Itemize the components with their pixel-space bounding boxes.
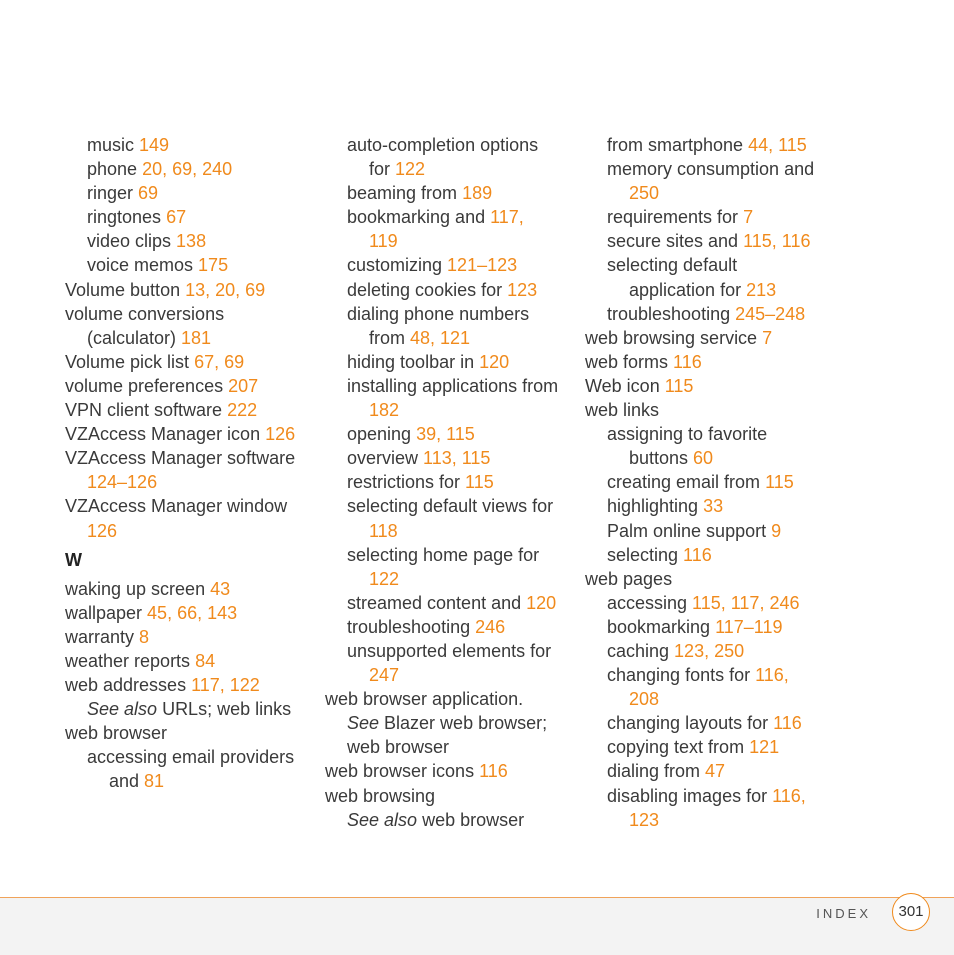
index-subentry xyxy=(585,615,835,639)
entry-text: waking up screen xyxy=(65,578,211,599)
page-number-badge: 301 xyxy=(892,893,930,931)
page-reference[interactable]: 116, xyxy=(772,785,806,806)
index-entry xyxy=(325,687,575,711)
page-reference[interactable]: 121 xyxy=(749,737,780,758)
entry-text: video clips xyxy=(87,231,177,252)
entry-text: web links xyxy=(585,400,660,421)
entry-text: web forms xyxy=(585,351,674,372)
entry-text: unsupported elements for xyxy=(347,640,552,661)
index-subentry xyxy=(585,759,835,783)
footer-bar xyxy=(0,897,954,955)
page-reference[interactable]: 115 xyxy=(465,472,494,493)
entry-text: requirements for xyxy=(607,207,744,228)
page-reference[interactable]: 33 xyxy=(703,496,724,517)
index-subentry xyxy=(585,302,835,326)
index-column-3 xyxy=(585,133,835,832)
index-subentry xyxy=(585,278,835,302)
index-subentry xyxy=(585,808,835,832)
index-subentry xyxy=(325,446,575,470)
entry-text: highlighting xyxy=(607,496,704,517)
index-entry xyxy=(585,350,835,374)
page-reference[interactable]: 189 xyxy=(462,183,493,204)
entry-text: from smartphone xyxy=(607,135,749,155)
entry-text: restrictions for xyxy=(347,472,466,493)
page-reference[interactable]: 123, 250 xyxy=(674,640,745,661)
page-reference[interactable]: 208 xyxy=(629,689,660,710)
index-subentry xyxy=(585,133,835,157)
page-reference[interactable]: 115 xyxy=(765,472,794,493)
entry-text: accessing email providers xyxy=(87,747,295,768)
page-reference[interactable]: 116 xyxy=(773,713,802,734)
index-subentry xyxy=(325,663,575,687)
index-letter-heading: W xyxy=(65,549,82,570)
entry-text: selecting default xyxy=(607,255,738,276)
index-entry xyxy=(65,302,315,326)
index-subentry xyxy=(325,205,575,229)
index-subentry xyxy=(65,229,315,253)
entry-text: dialing from xyxy=(607,761,706,782)
entry-text: changing fonts for xyxy=(607,665,756,686)
index-column-2 xyxy=(325,133,575,832)
entry-text: voice memos xyxy=(87,255,199,276)
page-reference[interactable]: 7 xyxy=(743,207,754,228)
entry-text: VZAccess Manager window xyxy=(65,496,288,517)
entry-text: music xyxy=(87,135,140,155)
entry-text: warranty xyxy=(65,626,140,647)
page-reference[interactable]: 117–119 xyxy=(715,616,783,637)
index-entry xyxy=(65,625,315,649)
page-reference[interactable]: 7 xyxy=(762,327,773,348)
index-subentry xyxy=(325,470,575,494)
entry-text: dialing phone numbers xyxy=(347,303,530,324)
page-reference[interactable]: 47 xyxy=(705,761,726,782)
page-reference[interactable]: 13, 20, 69 xyxy=(185,279,266,300)
page-reference[interactable]: 117, xyxy=(490,207,524,228)
index-subentry xyxy=(585,591,835,615)
entry-text: Blazer web browser; xyxy=(379,713,548,734)
entry-text: creating email from xyxy=(607,472,766,493)
index-entry xyxy=(325,784,575,808)
index-subentry xyxy=(325,422,575,446)
page-reference[interactable]: 122 xyxy=(395,159,426,180)
entry-text: customizing xyxy=(347,255,448,276)
page-reference[interactable]: 116, xyxy=(755,665,789,686)
entry-text: weather reports xyxy=(65,650,196,671)
page-reference[interactable]: 43 xyxy=(210,578,231,599)
page-reference[interactable]: 123 xyxy=(629,809,660,830)
entry-text: installing applications from xyxy=(347,375,559,396)
entry-text: Palm online support xyxy=(607,520,772,541)
entry-text: beaming from xyxy=(347,183,463,204)
index-subentry xyxy=(325,350,575,374)
page-reference[interactable]: 45, 66, 143 xyxy=(147,602,238,623)
index-subentry xyxy=(65,253,315,277)
page-reference[interactable]: 81 xyxy=(144,771,165,792)
index-subentry xyxy=(325,519,575,543)
entry-text: opening xyxy=(347,424,417,445)
entry-text: troubleshooting xyxy=(607,303,736,324)
index-entry xyxy=(65,601,315,625)
page-reference[interactable]: 245–248 xyxy=(735,303,806,324)
index-entry xyxy=(585,326,835,350)
index-subentry xyxy=(585,181,835,205)
page-reference[interactable]: 213 xyxy=(746,279,777,300)
index-subentry xyxy=(65,205,315,229)
entry-text: ringtones xyxy=(87,207,167,228)
entry-text: bookmarking xyxy=(607,616,716,637)
entry-text: volume preferences xyxy=(65,375,229,396)
page-reference[interactable]: 207 xyxy=(228,375,259,396)
entry-text: web browser xyxy=(347,737,450,758)
see-also-label: See also xyxy=(87,699,158,720)
index-entry xyxy=(65,374,315,398)
page-reference[interactable]: 69 xyxy=(138,183,159,204)
index-entry xyxy=(65,446,315,470)
index-subentry xyxy=(585,446,835,470)
index-subentry xyxy=(585,205,835,229)
entry-text: wallpaper xyxy=(65,602,148,623)
index-subentry xyxy=(585,784,835,808)
page-reference[interactable]: 115, 117, 246 xyxy=(692,592,800,613)
page-reference[interactable]: 117, 122 xyxy=(191,674,260,695)
entry-text: and xyxy=(109,771,145,792)
index-subentry xyxy=(65,745,315,769)
index-entry xyxy=(65,721,315,745)
index-subentry xyxy=(325,808,575,832)
index-subentry xyxy=(325,133,575,157)
entry-text: from xyxy=(369,327,411,348)
page-reference[interactable]: 44, 115 xyxy=(748,135,807,155)
index-subentry xyxy=(325,278,575,302)
index-entry xyxy=(585,374,835,398)
page-reference[interactable]: 126 xyxy=(265,424,296,445)
page-reference[interactable]: 67, 69 xyxy=(194,351,245,372)
index-entry xyxy=(65,278,315,302)
index-entry xyxy=(585,398,835,422)
see-also-label: See xyxy=(347,713,380,734)
page-reference[interactable]: 149 xyxy=(139,135,170,155)
index-subentry xyxy=(585,157,835,181)
entry-text: hiding toolbar in xyxy=(347,351,480,372)
index-subentry xyxy=(65,181,315,205)
page-reference[interactable]: 116 xyxy=(683,544,712,565)
index-entry xyxy=(65,494,315,518)
index-subentry xyxy=(325,735,575,759)
entry-text: web addresses xyxy=(65,674,192,695)
entry-text: bookmarking and xyxy=(347,207,491,228)
index-subentry xyxy=(65,133,315,157)
index-subentry xyxy=(585,519,835,543)
index-entry xyxy=(65,398,315,422)
index-subentry xyxy=(325,157,575,181)
index-subentry xyxy=(585,494,835,518)
entry-text: web browser xyxy=(65,723,168,744)
index-subentry xyxy=(325,494,575,518)
entry-text: Web icon xyxy=(585,375,665,396)
entry-text: for xyxy=(369,159,396,180)
entry-text: web browsing service xyxy=(585,327,763,348)
page-reference[interactable]: 246 xyxy=(475,616,506,637)
entry-text: web browser xyxy=(417,809,525,830)
index-entry xyxy=(325,759,575,783)
footer-section-label: INDEX xyxy=(816,906,871,921)
index-subentry xyxy=(65,157,315,181)
page-reference[interactable]: 115 xyxy=(664,375,694,396)
index-subentry xyxy=(65,326,315,350)
entry-text: web pages xyxy=(585,568,673,589)
page-reference[interactable]: 67 xyxy=(166,207,187,228)
entry-text: caching xyxy=(607,640,675,661)
index-subentry xyxy=(325,229,575,253)
entry-text: copying text from xyxy=(607,737,750,758)
index-subentry xyxy=(585,253,835,277)
see-also-label: See also xyxy=(347,809,418,830)
page-reference[interactable]: 116 xyxy=(673,351,702,372)
page-reference[interactable]: 123 xyxy=(507,279,538,300)
index-subentry xyxy=(585,543,835,567)
entry-text: deleting cookies for xyxy=(347,279,508,300)
page-reference[interactable]: 182 xyxy=(369,400,400,421)
page-reference[interactable]: 124–126 xyxy=(87,472,158,493)
index-subentry xyxy=(585,639,835,663)
entry-text: VPN client software xyxy=(65,400,228,421)
page-reference[interactable]: 113, 115 xyxy=(423,448,491,469)
index-subentry xyxy=(585,711,835,735)
page-reference[interactable]: 84 xyxy=(195,650,216,671)
entry-text: disabling images for xyxy=(607,785,773,806)
entry-text: buttons xyxy=(629,448,694,469)
index-subentry xyxy=(65,519,315,543)
index-subentry xyxy=(325,398,575,422)
index-subentry xyxy=(325,374,575,398)
entry-text: ringer xyxy=(87,183,139,204)
page-reference[interactable]: 60 xyxy=(693,448,714,469)
page-reference[interactable]: 222 xyxy=(227,400,258,421)
page-reference[interactable]: 122 xyxy=(369,568,400,589)
page-reference[interactable]: 247 xyxy=(369,665,400,686)
entry-text: accessing xyxy=(607,592,693,613)
entry-text: selecting default views for xyxy=(347,496,554,517)
page-reference[interactable]: 20, 69, 240 xyxy=(142,159,233,180)
index-entry xyxy=(65,422,315,446)
entry-text: Volume pick list xyxy=(65,351,195,372)
index-entry xyxy=(65,577,315,601)
entry-text: web browsing xyxy=(325,785,436,806)
entry-text: web browser application. xyxy=(325,689,524,710)
entry-text: (calculator) xyxy=(87,327,182,348)
page-reference[interactable]: 126 xyxy=(87,520,118,541)
entry-text: volume conversions xyxy=(65,303,225,324)
index-subentry xyxy=(325,326,575,350)
index-subentry xyxy=(325,639,575,663)
index-subentry xyxy=(585,687,835,711)
index-entry xyxy=(585,567,835,591)
index-subentry xyxy=(325,253,575,277)
page-reference[interactable]: 8 xyxy=(139,626,150,647)
page-reference[interactable]: 120 xyxy=(479,351,510,372)
index-subentry xyxy=(325,543,575,567)
page-reference[interactable]: 118 xyxy=(369,520,398,541)
index-subentry xyxy=(65,769,315,793)
index-column-1 xyxy=(65,133,315,793)
page-reference[interactable]: 115, 116 xyxy=(743,231,811,252)
page-reference[interactable]: 48, 121 xyxy=(410,327,471,348)
entry-text: troubleshooting xyxy=(347,616,476,637)
entry-text: Volume button xyxy=(65,279,186,300)
page-reference[interactable]: 250 xyxy=(629,183,660,204)
index-subentry xyxy=(585,229,835,253)
index-entry xyxy=(65,649,315,673)
index-subentry xyxy=(325,711,575,735)
page-reference[interactable]: 119 xyxy=(369,231,398,252)
entry-text: secure sites and xyxy=(607,231,744,252)
entry-text: URLs; web links xyxy=(157,699,292,720)
page-reference[interactable]: 138 xyxy=(176,231,207,252)
index-subentry xyxy=(65,697,315,721)
entry-text: overview xyxy=(347,448,424,469)
index-subentry xyxy=(325,181,575,205)
entry-text: web browser icons xyxy=(325,761,480,782)
entry-text: memory consumption and xyxy=(607,159,815,180)
index-subentry xyxy=(65,470,315,494)
page-reference[interactable]: 39, 115 xyxy=(416,424,475,445)
page-reference[interactable]: 9 xyxy=(771,520,782,541)
page-reference[interactable]: 121–123 xyxy=(447,255,518,276)
entry-text: changing layouts for xyxy=(607,713,774,734)
index-entry xyxy=(65,350,315,374)
index-subentry xyxy=(585,663,835,687)
index-subentry xyxy=(585,422,835,446)
entry-text: application for xyxy=(629,279,747,300)
entry-text: phone xyxy=(87,159,143,180)
page-reference[interactable]: 181 xyxy=(181,327,212,348)
index-subentry xyxy=(585,470,835,494)
index-subentry xyxy=(325,615,575,639)
entry-text: streamed content and xyxy=(347,592,527,613)
page-reference[interactable]: 116 xyxy=(479,761,508,782)
index-entry xyxy=(65,673,315,697)
index-subentry xyxy=(325,302,575,326)
entry-text: VZAccess Manager software xyxy=(65,448,296,469)
page-reference[interactable]: 120 xyxy=(526,592,557,613)
entry-text: VZAccess Manager icon xyxy=(65,424,266,445)
entry-text: auto-completion options xyxy=(347,135,539,155)
index-subentry xyxy=(585,735,835,759)
entry-text: assigning to favorite xyxy=(607,424,768,445)
entry-text: selecting xyxy=(607,544,684,565)
page-reference[interactable]: 175 xyxy=(198,255,229,276)
index-subentry xyxy=(325,567,575,591)
entry-text: selecting home page for xyxy=(347,544,540,565)
index-subentry xyxy=(325,591,575,615)
